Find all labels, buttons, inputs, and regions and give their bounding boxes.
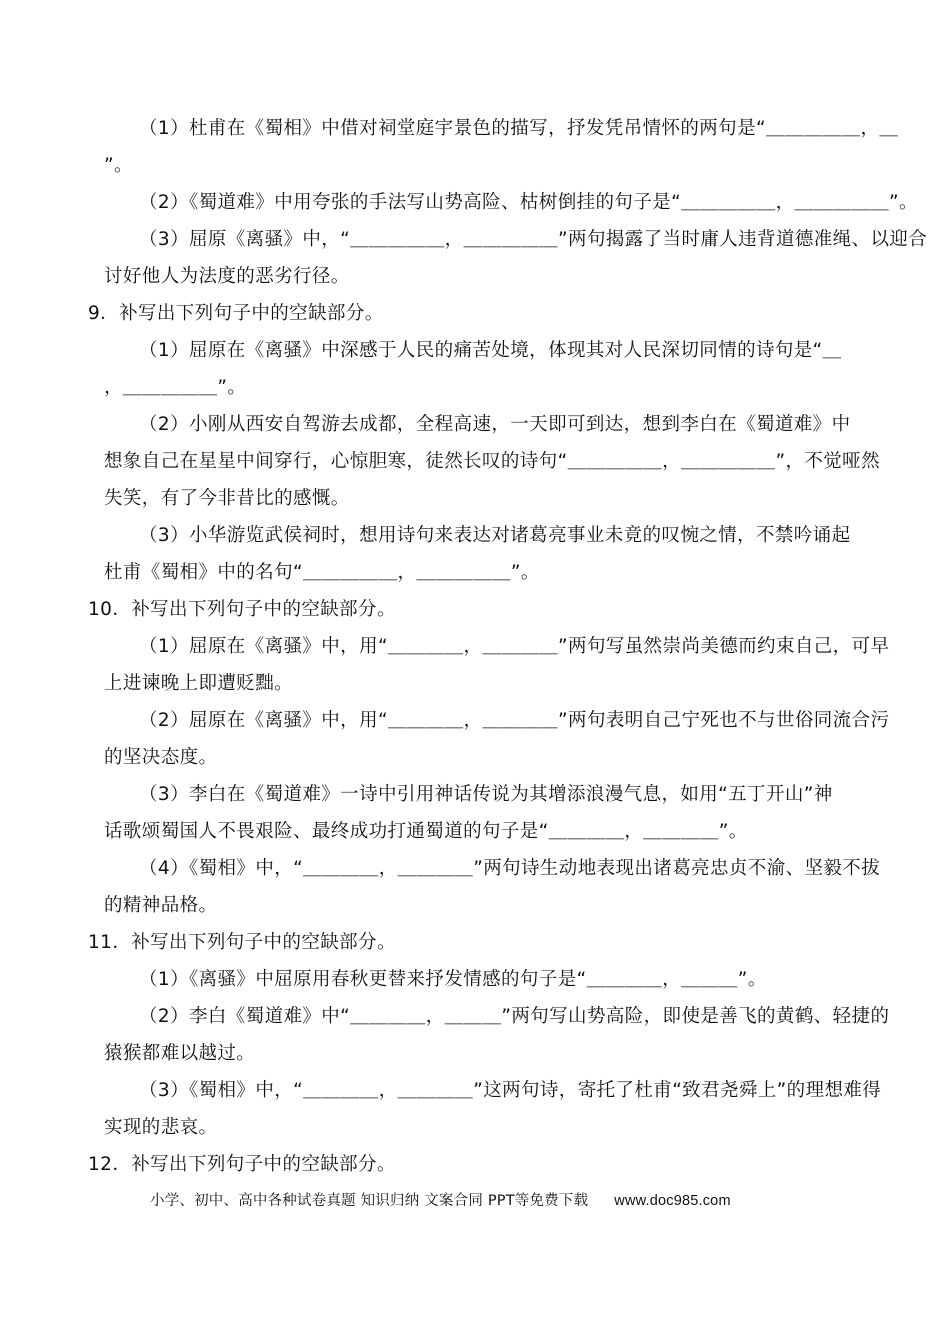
q9-item-1-line-1: （1）屈原在《离骚》中深感于人民的痛苦处境，体现其对人民深切同情的诗句是“＿ [139, 340, 842, 361]
q11-item-1: （1）《离骚》中屈原用春秋更替来抒发情感的句子是“＿＿＿＿，＿＿＿”。 [139, 969, 767, 990]
q11-item-3-line-1: （3）《蜀相》中，“＿＿＿＿，＿＿＿＿”这两句诗，寄托了杜甫“致君尧舜上”的理想难得 [139, 1080, 882, 1101]
q11-item-3-line-2: 实现的悲哀。 [104, 1117, 218, 1138]
q8-item-1-line-1: （1）杜甫在《蜀相》中借对祠堂庭宇景色的描写，抒发凭吊情怀的两句是“＿＿＿＿＿，＿ [139, 118, 899, 139]
q9-item-2-line-2: 想象自己在星星中间穿行，心惊胆寒，徒然长叹的诗句“＿＿＿＿＿，＿＿＿＿＿”，不觉哑然 [104, 451, 880, 472]
q10-item-1-line-2: 上进谏晚上即遭贬黜。 [104, 673, 294, 694]
q10-item-4-line-1: （4）《蜀相》中，“＿＿＿＿，＿＿＿＿”两句诗生动地表现出诸葛亮忠贞不渝、坚毅不拔 [139, 858, 881, 879]
q9-item-3-line-1: （3）小华游览武侯祠时，想用诗句来表达对诸葛亮事业未竟的叹惋之情，不禁吟诵起 [139, 525, 851, 546]
question-9-heading: 9．补写出下列句子中的空缺部分。 [88, 303, 384, 324]
q8-item-1-line-2: ”。 [104, 155, 133, 176]
q8-item-3-line-2: 讨好他人为法度的恶劣行径。 [104, 266, 350, 287]
page-footer [150, 1191, 731, 1211]
question-11-heading: 11．补写出下列句子中的空缺部分。 [88, 932, 396, 953]
question-12-heading: 12．补写出下列句子中的空缺部分。 [88, 1154, 396, 1175]
q8-item-3-line-1: （3）屈原《离骚》中，“＿＿＿＿＿，＿＿＿＿＿”两句揭露了当时庸人违背道德准绳、以迎合 [139, 229, 928, 250]
q10-item-4-line-2: 的精神品格。 [104, 895, 218, 916]
q10-item-3-line-2: 话歌颂蜀国人不畏艰险、最终成功打通蜀道的句子是“＿＿＿＿，＿＿＿＿”。 [104, 821, 748, 842]
footer-text: 小学、初中、高中各种试卷真题 知识归纳 文案合同 PPT等免费下载 [150, 1193, 589, 1209]
q10-item-3-line-1: （3）李白在《蜀道难》一诗中引用神话传说为其增添浪漫气息，如用“五丁开山”神 [139, 784, 833, 805]
q10-item-2-line-2: 的坚决态度。 [104, 747, 218, 768]
q11-item-2-line-1: （2）李白《蜀道难》中“＿＿＿＿，＿＿＿”两句写山势高险，即使是善飞的黄鹤、轻捷的 [139, 1006, 890, 1027]
q10-item-2-line-1: （2）屈原在《离骚》中，用“＿＿＿＿，＿＿＿＿”两句表明自己宁死也不与世俗同流合污 [139, 710, 890, 731]
q9-item-1-line-2: ，＿＿＿＿＿”。 [104, 377, 247, 398]
q10-item-1-line-1: （1）屈原在《离骚》中，用“＿＿＿＿，＿＿＿＿”两句写虽然崇尚美德而约束自己，可早 [139, 636, 890, 657]
q9-item-3-line-2: 杜甫《蜀相》中的名句“＿＿＿＿＿，＿＿＿＿＿”。 [104, 562, 540, 583]
q9-item-2-line-1: （2）小刚从西安自驾游去成都，全程高速，一天即可到达，想到李白在《蜀道难》中 [139, 414, 851, 435]
q11-item-2-line-2: 猿猴都难以越过。 [104, 1043, 256, 1064]
q8-item-2: （2）《蜀道难》中用夸张的手法写山势高险、枯树倒挂的句子是“＿＿＿＿＿，＿＿＿＿＿”。 [139, 192, 918, 213]
q9-item-2-line-3: 失笑，有了今非昔比的感慨。 [104, 488, 350, 509]
footer-url-link[interactable]: www.doc985.com [614, 1193, 731, 1209]
question-10-heading: 10．补写出下列句子中的空缺部分。 [88, 599, 396, 620]
